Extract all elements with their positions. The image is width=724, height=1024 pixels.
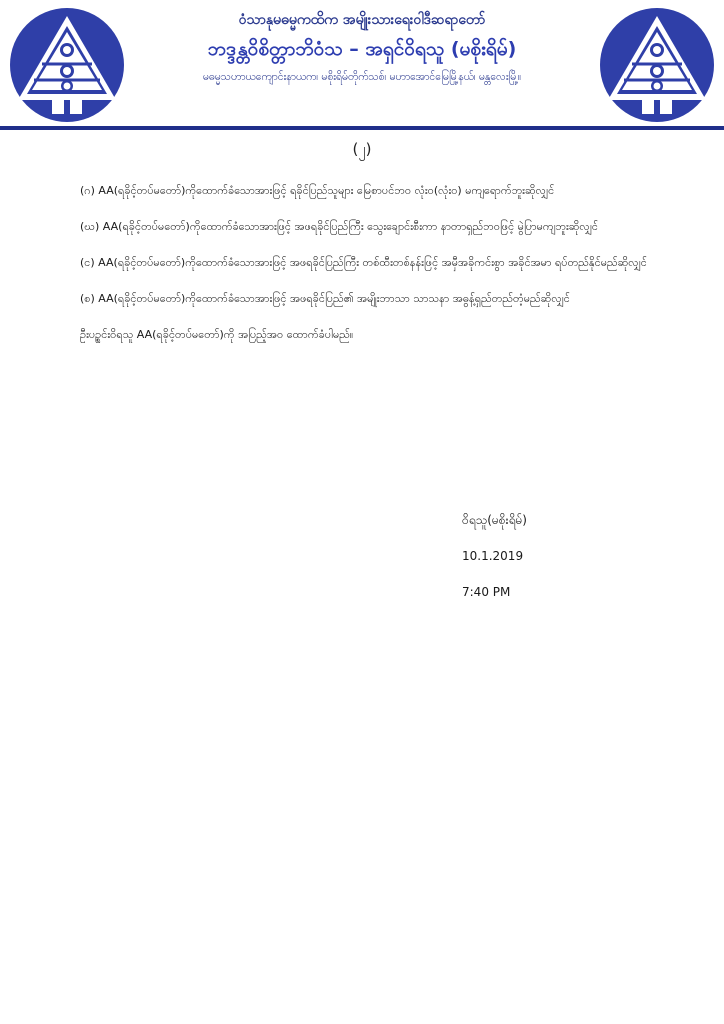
signature-block [462,510,527,618]
organization-line: ဝံသာနုမဓမ္မကထိက အမျိုးသားရေးဝါဒီဆရာတော် [238,12,486,28]
signatory-name: ဝိရသူ(မစိုးရိမ်) [462,513,527,527]
paragraph: (ဃ) AA(ရခိုင့်တပ်မတော်)ကိုထောက်ခံသောအားဖြင့် အဖရခိုင်ပြည်ကြီး သွေးချောင်းစီးကာ နာတာရှည်ဘဝဖြင့် မွဲပြာမကျဘူးဆိုလျှင် [80,220,598,233]
header-divider [0,126,724,130]
signature-date: 10.1.2019 [462,549,524,563]
letterhead-title-block [134,10,590,86]
monastery-emblem-icon [6,6,128,124]
monastery-emblem-icon [596,6,718,124]
closing-statement: ဦးပဉ္စင်းဝိရသူ AA(ရခိုင့်တပ်မတော်)ကို အပြည့်အဝ ထောက်ခံပါမည်။ [80,328,354,341]
signature-time: 7:40 PM [462,585,511,599]
paragraph: (င) AA(ရခိုင့်တပ်မတော်)ကိုထောက်ခံသောအားဖြင့် အဖရခိုင်ပြည်ကြီး တစ်ထီးတစ်နန်းဖြင့် အမှီအခိုကင်းစွာ အခိုင်အမာ ရပ်တည်နိုင်မည်ဆိုလျှင် [80,256,647,269]
paragraph: (စ) AA(ရခိုင့်တပ်မတော်)ကိုထောက်ခံသောအားဖြင့် အဖရခိုင်ပြည်၏ အမျိုးဘာသာ သာသနာ အဓွန့်ရှည်တည်တံ့မည်ဆိုလျှင် [80,292,570,305]
page-number: (၂) [352,140,372,158]
letter-body [80,180,670,360]
monk-name-title: ဘဒ္ဒန္တဝိစိတ္တာဘိဝံသ – အရှင်ဝိရသူ (မစိုးရိမ်) [207,38,517,60]
letterhead [0,0,724,132]
address-line: မဓမ္မသဟာယကျောင်းနာယက၊ မစိုးရိမ်တိုက်သစ်၊ မဟာအောင်မြေမြို့နယ်၊ မန္တလေးမြို့။ [202,71,522,83]
paragraph: (ဂ) AA(ရခိုင့်တပ်မတော်)ကိုထောက်ခံသောအားဖြင့် ရခိုင်ပြည်သူများ မြေစာပင်ဘဝ လုံးဝ(လုံးဝ) မကျရောက်ဘူးဆိုလျှင် [80,184,555,197]
